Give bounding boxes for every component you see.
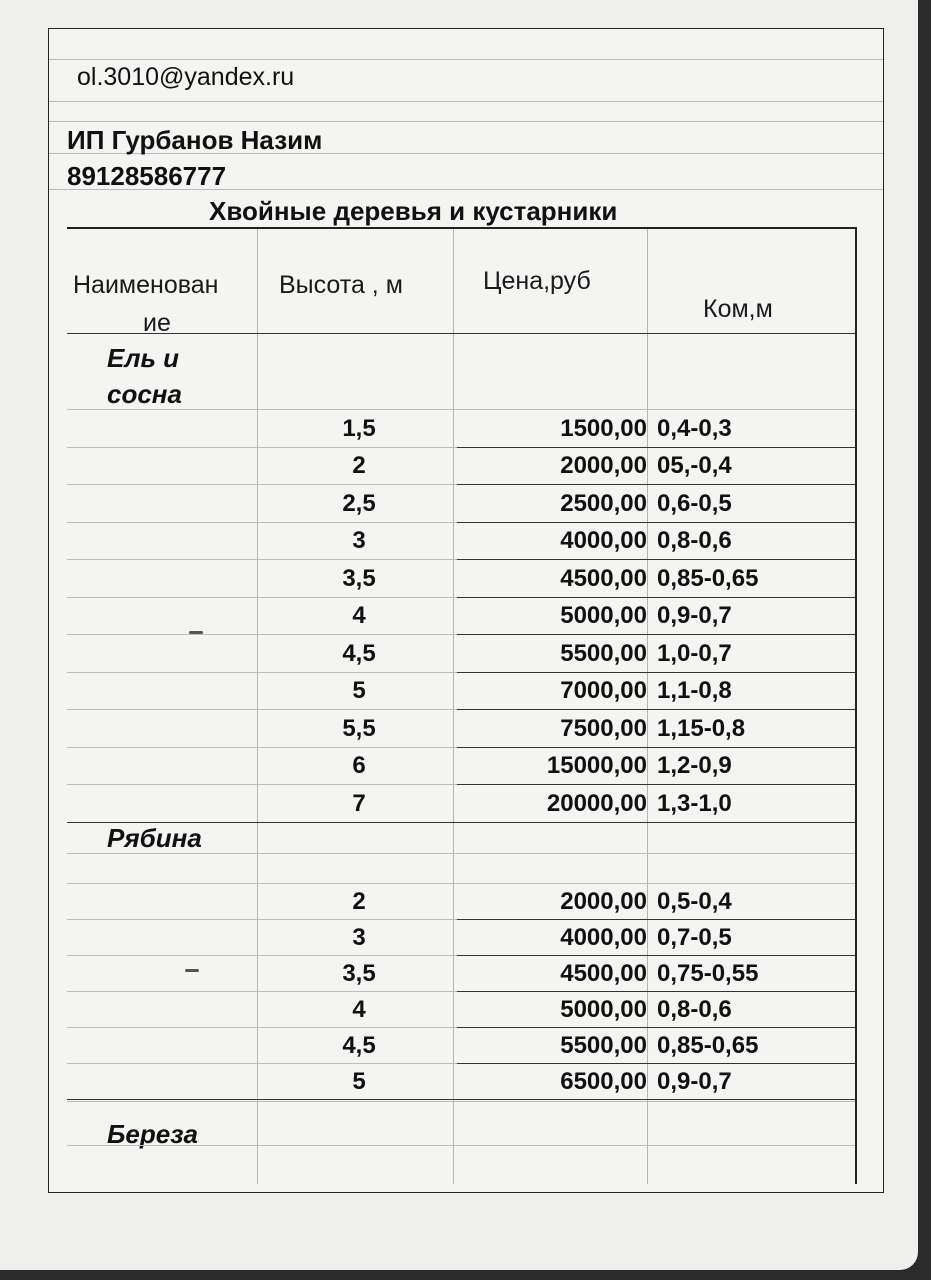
column-header-name-cont: ие [143, 309, 171, 337]
row-divider [457, 784, 855, 785]
stray-mark [185, 969, 199, 972]
row-divider [67, 784, 457, 785]
phone-number: 89128586777 [67, 161, 227, 191]
header-divider [67, 333, 855, 334]
row-divider [457, 919, 855, 920]
column-header-price: Цена,руб [483, 267, 591, 295]
row-divider [457, 484, 855, 485]
spruce-com-cell: 0,85-0,65 [657, 564, 759, 592]
spruce-com-cell: 1,1-0,8 [657, 677, 732, 705]
row-divider [457, 1063, 855, 1064]
spruce-height-cell: 3 [352, 527, 366, 555]
row-divider [457, 747, 855, 748]
spruce-price-cell: 4000,00 [560, 527, 647, 555]
ruled-line [49, 121, 883, 122]
ruled-line [49, 101, 883, 102]
column-header-com: Ком,м [703, 295, 773, 323]
row-divider [67, 522, 457, 523]
rowan-com-cell: 0,75-0,55 [657, 960, 759, 987]
spruce-price-cell: 20000,00 [546, 789, 647, 817]
rowan-height-cell: 2 [352, 888, 366, 915]
row-divider [457, 955, 855, 956]
row-divider [457, 597, 855, 598]
rowan-price-cell: 6500,00 [560, 1068, 647, 1095]
row-divider [457, 672, 855, 673]
rowan-height-cell: 4,5 [342, 1032, 376, 1059]
spruce-com-cell: 0,6-0,5 [657, 489, 732, 517]
spruce-com-cell: 0,8-0,6 [657, 527, 732, 555]
row-divider [457, 709, 855, 710]
spruce-com-cell: 1,3-1,0 [657, 789, 732, 817]
row-divider [67, 853, 855, 854]
row-divider [457, 991, 855, 992]
spruce-height-cell: 3,5 [342, 564, 376, 592]
row-divider [67, 1145, 855, 1146]
row-divider [67, 955, 457, 956]
spruce-height-cell: 7 [352, 789, 366, 817]
spruce-height-cell: 2 [352, 452, 366, 480]
row-divider [457, 559, 855, 560]
row-divider [457, 522, 855, 523]
spruce-price-cell: 4500,00 [560, 564, 647, 592]
spruce-price-cell: 2500,00 [560, 489, 647, 517]
rowan-height-cell: 3,5 [342, 960, 376, 987]
row-divider [67, 559, 457, 560]
spruce-height-cell: 6 [352, 752, 366, 780]
price-list-document [48, 28, 884, 1193]
row-divider [67, 484, 457, 485]
rowan-height-cell: 5 [352, 1068, 366, 1095]
row-divider [67, 883, 457, 884]
row-divider [67, 991, 457, 992]
rowan-com-cell: 0,7-0,5 [657, 924, 732, 951]
price-table [67, 227, 857, 1184]
spruce-com-cell: 1,0-0,7 [657, 639, 732, 667]
spruce-com-cell: 0,9-0,7 [657, 602, 732, 630]
contact-email: ol.3010@yandex.ru [77, 63, 295, 91]
row-divider [67, 409, 457, 410]
row-divider [67, 634, 457, 635]
category-rowan: Рябина [107, 823, 202, 853]
rowan-com-cell: 0,8-0,6 [657, 996, 732, 1023]
row-divider [67, 747, 457, 748]
document-heading: Хвойные деревья и кустарники [209, 196, 618, 226]
rowan-height-cell: 3 [352, 924, 366, 951]
column-divider [647, 229, 648, 1184]
spruce-height-cell: 1,5 [342, 414, 376, 442]
spruce-com-cell: 1,2-0,9 [657, 752, 732, 780]
spruce-price-cell: 15000,00 [546, 752, 647, 780]
column-header-name: Наименован [73, 271, 219, 299]
rowan-price-cell: 5000,00 [560, 996, 647, 1023]
row-divider [67, 919, 457, 920]
row-divider [67, 672, 457, 673]
rowan-price-cell: 2000,00 [560, 888, 647, 915]
spruce-com-cell: 05,-0,4 [657, 452, 732, 480]
column-header-height: Высота , м [279, 271, 403, 299]
spruce-com-cell: 1,15-0,8 [657, 714, 746, 742]
company-name: ИП Гурбанов Назим [67, 125, 323, 155]
row-divider [457, 1027, 855, 1028]
row-divider [67, 822, 855, 823]
spruce-height-cell: 2,5 [342, 489, 376, 517]
spruce-height-cell: 4,5 [342, 639, 376, 667]
category-spruce-pine: Ель и [107, 343, 180, 373]
rowan-price-cell: 4000,00 [560, 924, 647, 951]
ruled-line [49, 59, 883, 60]
rowan-com-cell: 0,5-0,4 [657, 888, 732, 915]
spruce-price-cell: 1500,00 [560, 414, 647, 442]
rowan-price-cell: 4500,00 [560, 960, 647, 987]
row-divider [457, 447, 855, 448]
spruce-price-cell: 5000,00 [560, 602, 647, 630]
category-birch: Береза [107, 1119, 198, 1149]
spruce-height-cell: 4 [352, 602, 366, 630]
spruce-price-cell: 5500,00 [560, 639, 647, 667]
row-divider [457, 634, 855, 635]
spruce-price-cell: 7000,00 [560, 677, 647, 705]
spruce-height-cell: 5,5 [342, 714, 376, 742]
rowan-price-cell: 5500,00 [560, 1032, 647, 1059]
rowan-com-cell: 0,85-0,65 [657, 1032, 759, 1059]
row-divider [67, 709, 457, 710]
spruce-price-cell: 2000,00 [560, 452, 647, 480]
category-spruce-pine-cont: сосна [107, 379, 182, 409]
row-divider [67, 1099, 855, 1100]
row-divider [67, 597, 457, 598]
spruce-height-cell: 5 [352, 677, 366, 705]
spruce-com-cell: 0,4-0,3 [657, 414, 732, 442]
row-divider [67, 447, 457, 448]
rowan-height-cell: 4 [352, 996, 366, 1023]
row-divider [67, 1101, 855, 1102]
rowan-com-cell: 0,9-0,7 [657, 1068, 732, 1095]
spruce-price-cell: 7500,00 [560, 714, 647, 742]
row-divider [67, 1027, 457, 1028]
row-divider [67, 1063, 457, 1064]
